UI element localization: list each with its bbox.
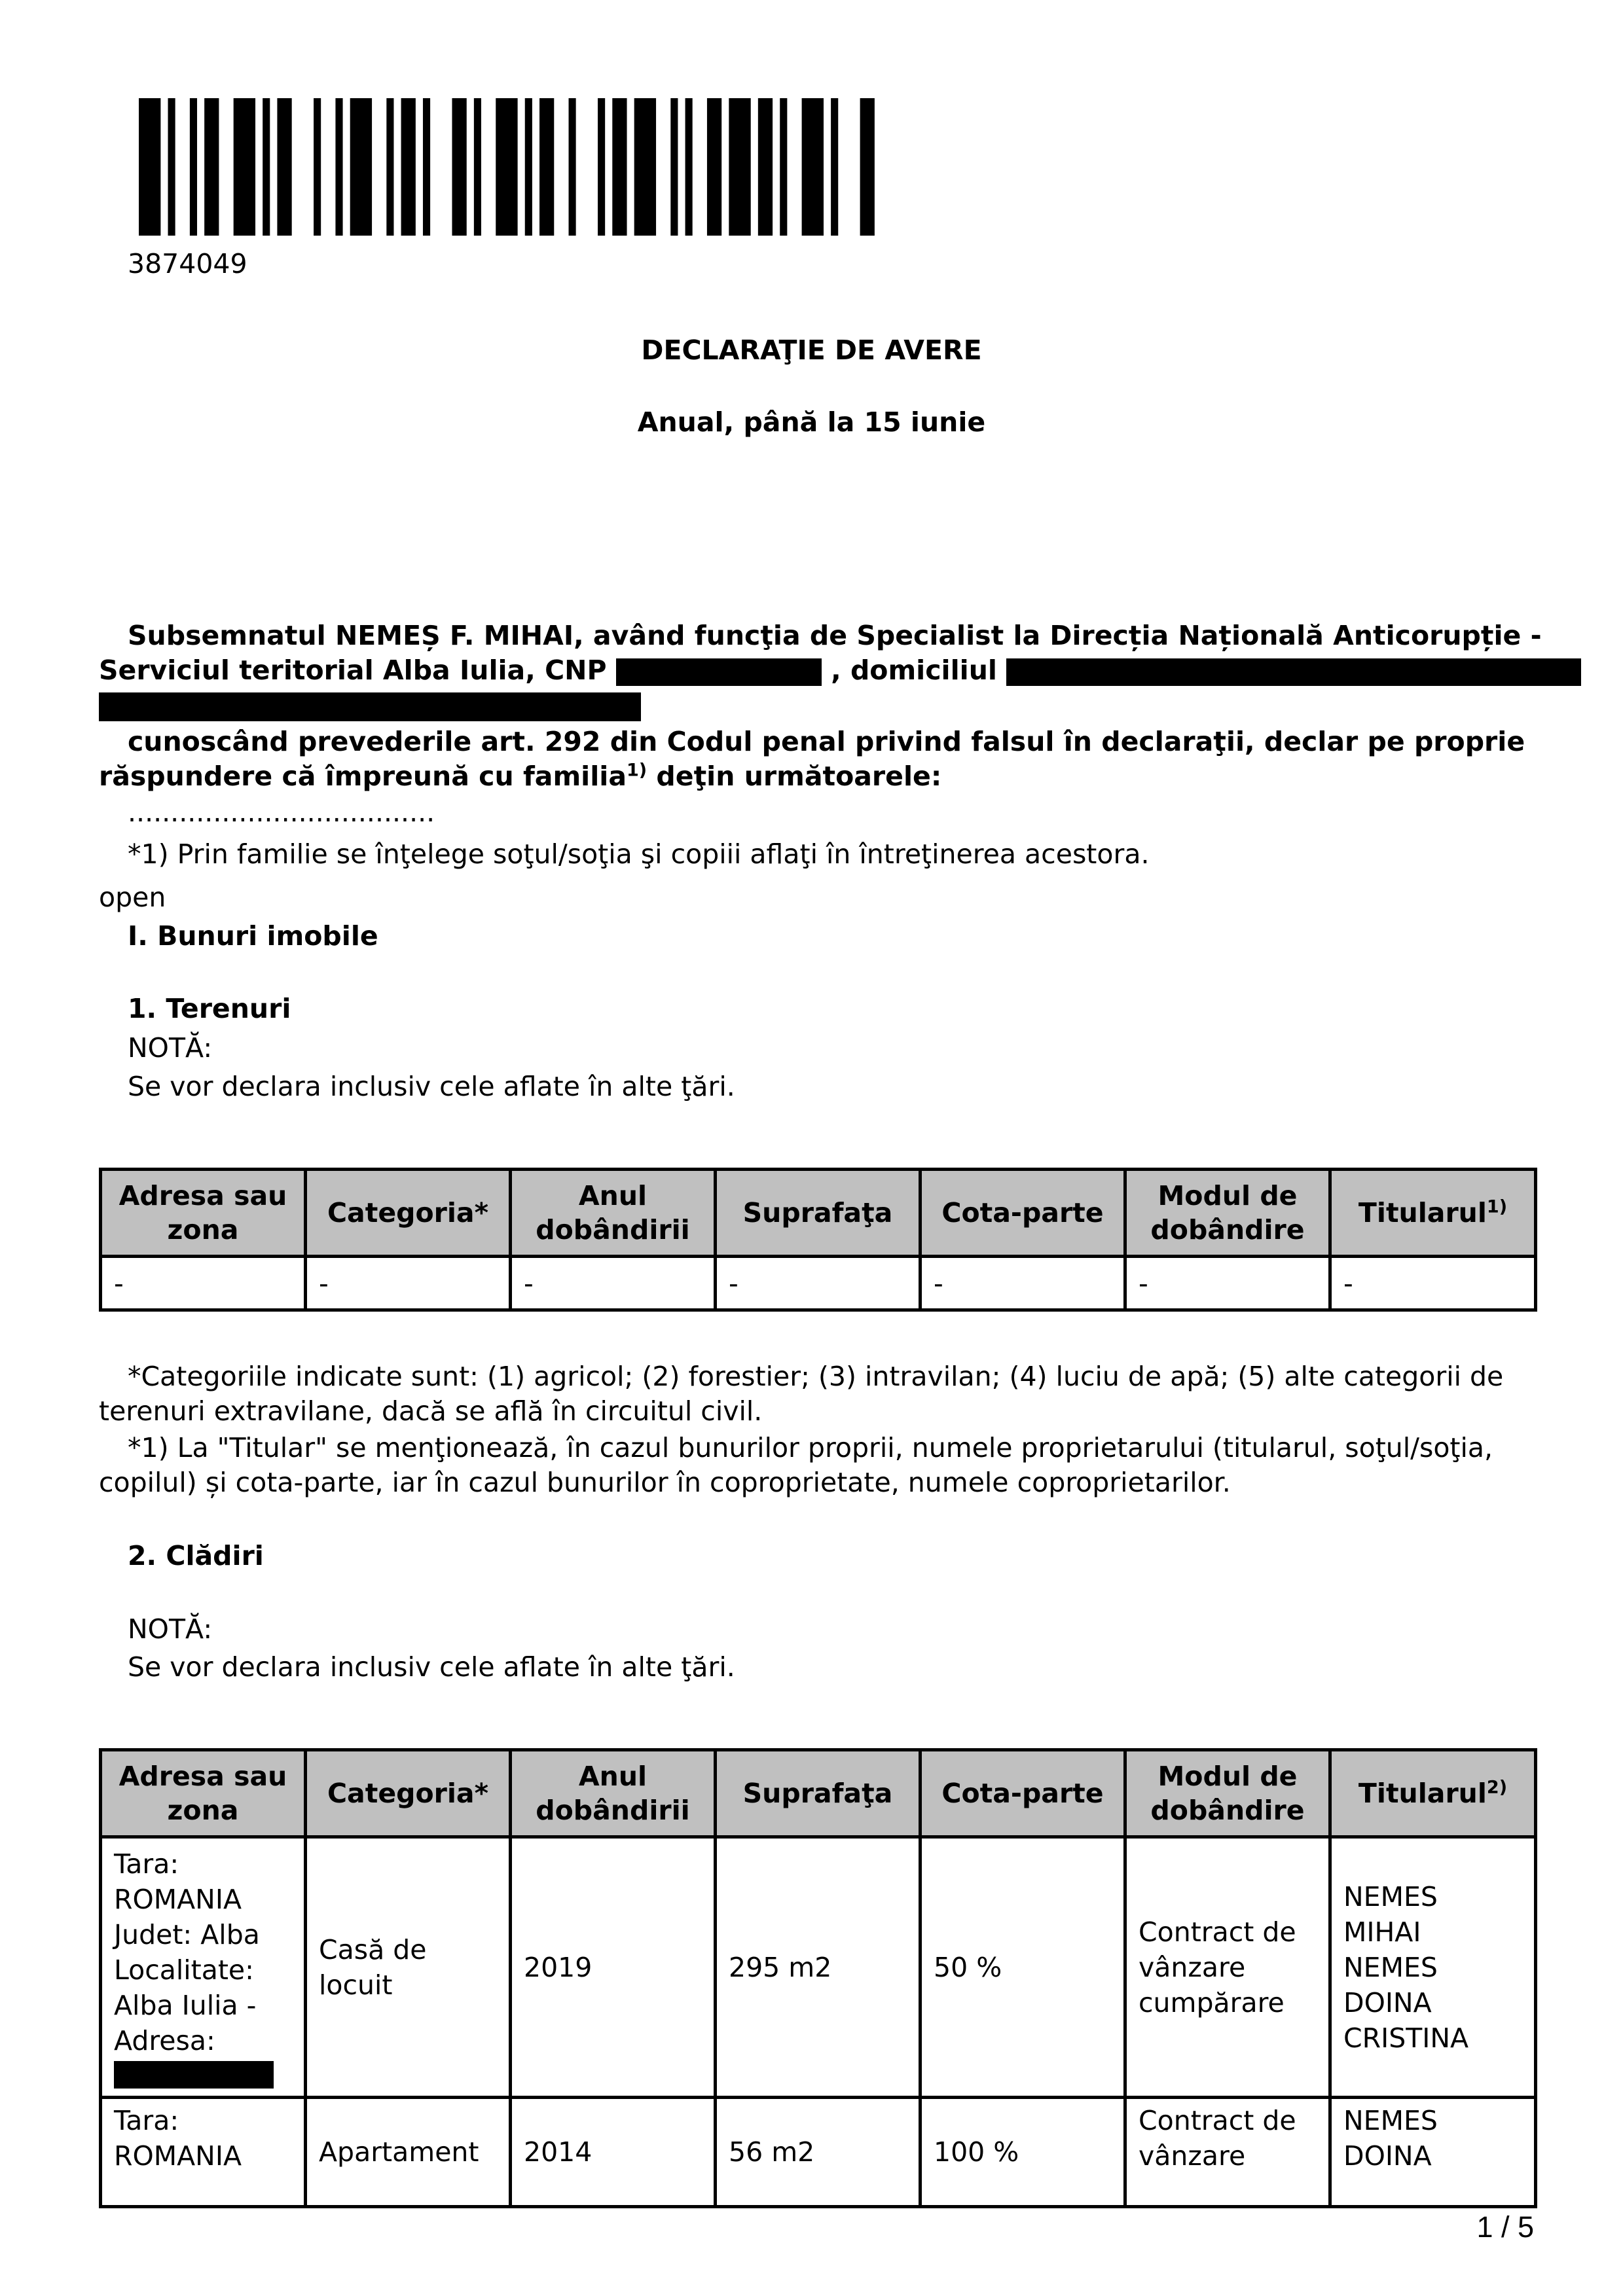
titular-line: NEMES	[1343, 2105, 1438, 2136]
header-titularul-sup: 2)	[1486, 1777, 1508, 1798]
barcode-bar	[139, 98, 160, 236]
barcode-bar	[335, 98, 342, 236]
redacted-cnp	[616, 658, 822, 686]
table-row	[101, 2098, 1536, 2207]
barcode-bar	[168, 98, 175, 236]
intro-line-2-text: Serviciul teritorial Alba Iulia, CNP	[99, 655, 607, 686]
table-cell-modul: Contract de vânzare cumpărare	[1125, 1837, 1330, 2098]
family-footnote: *1) Prin familie se înţelege soţul/soţia şi copiii aflaţi în întreţinerea acestora.	[128, 838, 1150, 870]
address-line: ROMANIA	[114, 1883, 242, 1915]
page-number: 1 / 5	[1476, 2210, 1534, 2244]
header-titularul	[1330, 1750, 1536, 1837]
land-table-header	[101, 1170, 1536, 1257]
barcode-bar	[539, 98, 554, 236]
intro-line-3: cunoscând prevederile art. 292 din Codul penal privind falsul în declaraţii, declar pe proprie	[128, 726, 1525, 757]
barcode-bar	[525, 98, 532, 236]
buildings-table	[99, 1748, 1537, 2208]
address-line: Adresa:	[114, 2024, 215, 2056]
intro-line-4	[99, 759, 941, 794]
table-cell-cota: 100 %	[921, 2098, 1125, 2207]
header-cota: Cota-parte	[921, 1750, 1125, 1837]
header-modul: Modul de dobândire	[1125, 1750, 1330, 1837]
barcode	[139, 98, 882, 236]
address-line: Tara:	[114, 1848, 179, 1880]
barcode-bar	[277, 98, 291, 236]
barcode-bar	[729, 98, 750, 236]
table-cell-suprafata: 295 m2	[716, 1837, 921, 2098]
document-title: DECLARAŢIE DE AVERE	[641, 334, 982, 366]
buildings-table-header	[101, 1750, 1536, 1837]
header-categoria: Categoria*	[306, 1170, 511, 1257]
barcode-bar	[314, 98, 321, 236]
section-heading-bunuri-imobile: I. Bunuri imobile	[128, 920, 378, 952]
barcode-bar	[263, 98, 270, 236]
barcode-bar	[569, 98, 576, 236]
table-cell: -	[306, 1257, 511, 1310]
address-line: ROMANIA	[114, 2140, 242, 2172]
table-cell-suprafata: 56 m2	[716, 2098, 921, 2207]
address-line: Alba Iulia -	[114, 1989, 257, 2021]
dotted-line: ....................................	[128, 797, 435, 828]
header-suprafata: Suprafaţa	[716, 1170, 921, 1257]
address-line: Judet: Alba	[114, 1918, 260, 1950]
table-cell: -	[1330, 1257, 1536, 1310]
barcode-bar	[598, 98, 605, 236]
header-adresa: Adresa sau zona	[101, 1170, 306, 1257]
address-line: Tara:	[114, 2105, 179, 2136]
table-row	[101, 1837, 1536, 2098]
footnote-ref: 1)	[627, 760, 647, 781]
barcode-bar	[802, 98, 824, 236]
barcode-bar	[670, 98, 678, 236]
barcode-bar	[634, 98, 656, 236]
header-titularul	[1330, 1170, 1536, 1257]
subsection-heading-terenuri: 1. Terenuri	[128, 993, 291, 1024]
header-modul: Modul de dobândire	[1125, 1170, 1330, 1257]
header-titularul-text: Titularul	[1358, 1197, 1487, 1229]
table-cell: -	[716, 1257, 921, 1310]
table-cell-cota: 50 %	[921, 1837, 1125, 2098]
table-cell: -	[101, 1257, 306, 1310]
barcode-bar	[707, 98, 721, 236]
redacted-address	[114, 2061, 274, 2089]
header-titularul-sup: 1)	[1486, 1196, 1508, 1217]
table-cell: -	[511, 1257, 716, 1310]
nota-text-2: Se vor declara inclusiv cele aflate în alte ţări.	[128, 1651, 735, 1683]
barcode-bar	[386, 98, 393, 236]
table-cell-modul: Contract de vânzare	[1125, 2098, 1330, 2207]
titular-line: DOINA	[1343, 1986, 1432, 2018]
barcode-bar	[234, 98, 255, 236]
barcode-bar	[496, 98, 517, 236]
address-line: Localitate:	[114, 1954, 254, 1986]
intro-line-2-text-b: , domiciliul	[831, 655, 997, 686]
barcode-bar	[474, 98, 481, 236]
table-cell-titularul	[1330, 1837, 1536, 2098]
barcode-bar	[860, 98, 875, 236]
table-cell-anul: 2019	[511, 1837, 716, 2098]
categories-note-line-2: terenuri extravilane, dacă se află în circuitul civil.	[99, 1395, 763, 1427]
nota-text: Se vor declara inclusiv cele aflate în alte ţări.	[128, 1071, 735, 1102]
subsection-heading-cladiri: 2. Clădiri	[128, 1540, 264, 1571]
table-cell-adresa	[101, 1837, 306, 2098]
barcode-bar	[423, 98, 430, 236]
table-row	[101, 1257, 1536, 1310]
titular-line: NEMES	[1343, 1880, 1438, 1912]
titular-line: NEMES	[1343, 1951, 1438, 1983]
barcode-bar	[452, 98, 466, 236]
barcode-bar	[204, 98, 219, 236]
redacted-address-continued	[99, 692, 641, 721]
barcode-number: 3874049	[128, 248, 247, 279]
barcode-bar	[685, 98, 693, 236]
titular-line: MIHAI	[1343, 1916, 1421, 1948]
header-cota: Cota-parte	[921, 1170, 1125, 1257]
table-cell-categoria: Apartament	[306, 2098, 511, 2207]
table-cell: -	[1125, 1257, 1330, 1310]
header-suprafata: Suprafaţa	[716, 1750, 921, 1837]
titular-line: CRISTINA	[1343, 2022, 1469, 2054]
barcode-bar	[401, 98, 416, 236]
table-cell-anul: 2014	[511, 2098, 716, 2207]
nota-label-2: NOTĂ:	[128, 1613, 213, 1645]
barcode-bar	[350, 98, 372, 236]
table-cell: -	[921, 1257, 1125, 1310]
table-cell-adresa	[101, 2098, 306, 2207]
table-cell-titularul	[1330, 2098, 1536, 2207]
titular-note-line-1: *1) La "Titular" se menţionează, în cazul bunurilor proprii, numele proprietarului (titularul, soţul/soţia,	[128, 1432, 1493, 1463]
barcode-bar	[758, 98, 773, 236]
intro-line-1: Subsemnatul NEMEȘ F. MIHAI, având funcţia de Specialist la Direcția Națională Anticorupție -	[128, 620, 1542, 651]
document-subtitle: Anual, până la 15 iunie	[637, 406, 986, 438]
redacted-address	[1006, 658, 1581, 686]
table-cell-categoria: Casă de locuit	[306, 1837, 511, 2098]
header-titularul-text: Titularul	[1358, 1778, 1487, 1809]
header-adresa: Adresa sau zona	[101, 1750, 306, 1837]
barcode-bar	[190, 98, 197, 236]
titular-line: DOINA	[1343, 2140, 1432, 2172]
open-label: open	[99, 882, 166, 913]
categories-note-line-1: *Categoriile indicate sunt: (1) agricol; (2) forestier; (3) intravilan; (4) luciu de apă; (5) alte categorii de	[128, 1361, 1504, 1392]
header-anul: Anul dobândirii	[511, 1170, 716, 1257]
header-categoria: Categoria*	[306, 1750, 511, 1837]
barcode-bar	[780, 98, 787, 236]
intro-line-2	[99, 653, 1581, 688]
header-anul: Anul dobândirii	[511, 1750, 716, 1837]
nota-label: NOTĂ:	[128, 1032, 213, 1064]
barcode-bar	[831, 98, 838, 236]
barcode-bar	[612, 98, 627, 236]
intro-line-4-text-b: deţin următoarele:	[647, 761, 942, 792]
land-table	[99, 1168, 1537, 1312]
titular-note-line-2: copilul) și cota-parte, iar în cazul bunurilor în coproprietate, numele coproprietarilor.	[99, 1467, 1231, 1498]
intro-line-4-text: răspundere că împreună cu familia	[99, 761, 627, 792]
